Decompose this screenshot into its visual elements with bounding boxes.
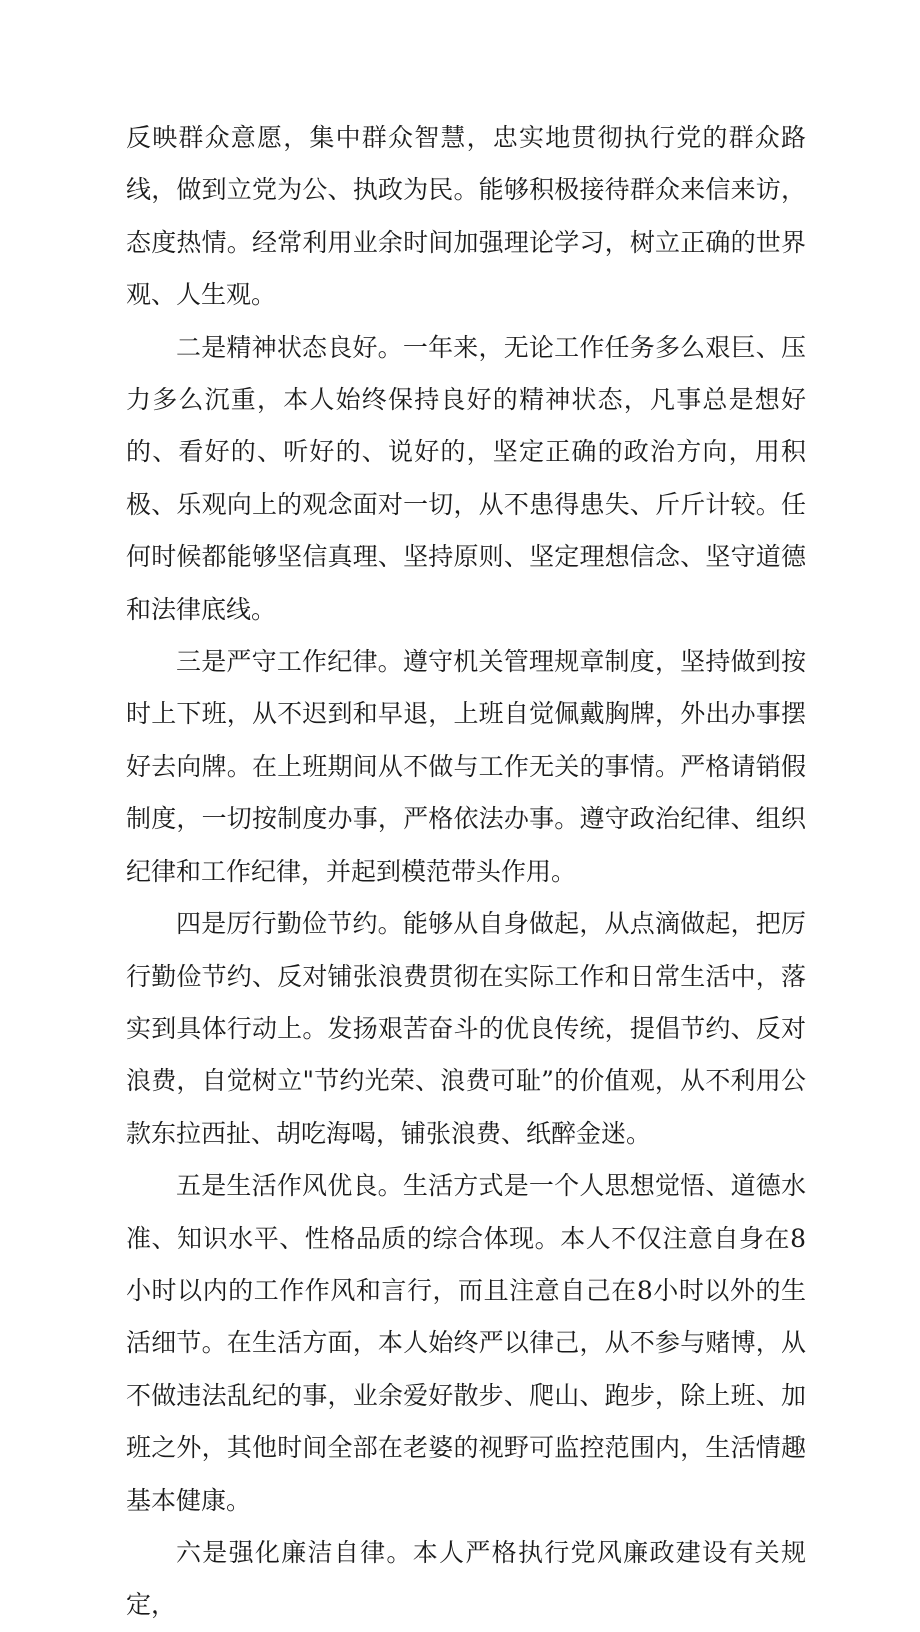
- paragraph-4: 四是厉行勤俭节约。能够从自身做起，从点滴做起，把厉行勤俭节约、反对铺张浪费贯彻在实际工作和日常生活中，落实到具体行动上。发扬艰苦奋斗的优良传统，提倡节约、反对浪费，自觉树立"节约光荣、浪费可耻”的价值观，从不利用公款东拉西扯、胡吃海喝，铺张浪费、纸醉金迷。: [126, 909, 806, 1148]
- paragraph-2: 二是精神状态良好。一年来，无论工作任务多么艰巨、压力多么沉重，本人始终保持良好的精神状态，凡事总是想好的、看好的、听好的、说好的，坚定正确的政治方向，用积极、乐观向上的观念面对一切，从不患得患失、斤斤计较。任何时候都能够坚信真理、坚持原则、坚定理想信念、坚守道德和法律底线。: [126, 332, 806, 624]
- paragraph-1: 反映群众意愿，集中群众智慧，忠实地贯彻执行党的群众路线，做到立党为公、执政为民。能够积极接待群众来信来访，态度热情。经常利用业余时间加强理论学习，树立正确的世界观、人生观。: [126, 123, 806, 310]
- document-body: [126, 112, 806, 1632]
- paragraph-5: 五是生活作风优良。生活方式是一个人思想觉悟、道德水准、知识水平、性格品质的综合体现。本人不仅注意自身在8小时以内的工作作风和言行，而且注意自己在8小时以外的生活细节。在生活方面，本人始终严以律己，从不参与赌博，从不做违法乱纪的事，业余爱好散步、爬山、跑步，除上班、加班之外，其他时间全部在老婆的视野可监控范围内，生活情趣基本健康。: [126, 1171, 806, 1515]
- paragraph-6: 六是强化廉洁自律。本人严格执行党风廉政建设有关规定，: [126, 1537, 806, 1620]
- paragraph-3: 三是严守工作纪律。遵守机关管理规章制度，坚持做到按时上下班，从不迟到和早退，上班自觉佩戴胸牌，外出办事摆好去向牌。在上班期间从不做与工作无关的事情。严格请销假制度，一切按制度办事，严格依法办事。遵守政治纪律、组织纪律和工作纪律，并起到模范带头作用。: [126, 647, 806, 886]
